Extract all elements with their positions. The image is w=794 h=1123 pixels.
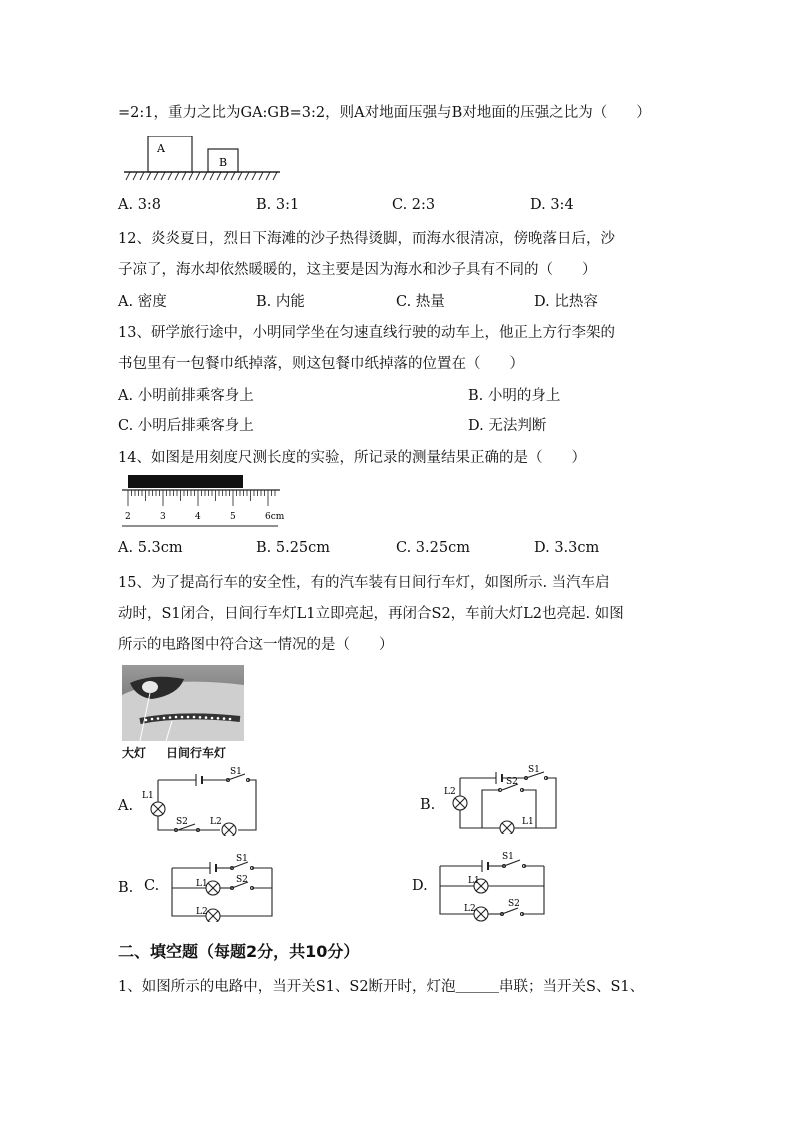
ground-hatching — [126, 172, 277, 180]
ruler-label-3: 3 — [160, 512, 166, 522]
q15-option-d-label[interactable]: D. — [412, 878, 428, 894]
circuit-a[interactable] — [140, 764, 264, 836]
caption-daytime-light: 日间行车灯 — [166, 746, 227, 760]
q15-option-a-label[interactable]: A. — [118, 798, 134, 814]
circuit-d[interactable] — [436, 848, 552, 922]
a-l2: L2 — [210, 817, 222, 827]
car-headlight-photo — [122, 665, 244, 741]
q12-option-d[interactable]: D. 比热容 — [534, 294, 598, 310]
ruler-label-6cm: 6cm — [265, 512, 285, 522]
q12-option-c[interactable]: C. 热量 — [396, 294, 445, 310]
q11-option-c[interactable]: C. 2:3 — [392, 197, 436, 213]
q15-option-c-label[interactable]: C. — [144, 878, 160, 894]
caption-headlight: 大灯 — [122, 746, 147, 760]
b-s2: S2 — [506, 777, 518, 787]
q14-option-b[interactable]: B. 5.25cm — [256, 540, 331, 556]
d-l2: L2 — [464, 904, 476, 914]
ruler-label-5: 5 — [230, 512, 236, 522]
q13-option-c[interactable]: C. 小明后排乘客身上 — [118, 418, 254, 434]
circuit-c[interactable] — [166, 848, 278, 922]
q11-blocks-figure — [124, 136, 284, 184]
ruler-label-4: 4 — [195, 512, 201, 522]
q14-ruler-figure — [120, 474, 290, 530]
q15-line-1: 15、为了提高行车的安全性，有的汽车装有日间行车灯，如图所示. 当汽车启 — [118, 575, 610, 591]
c-l1: L1 — [196, 879, 208, 889]
c-s1: S1 — [236, 854, 248, 864]
c-s2: S2 — [236, 875, 248, 885]
q12-option-b[interactable]: B. 内能 — [256, 294, 305, 310]
a-l1: L1 — [142, 791, 154, 801]
a-s1: S1 — [230, 767, 242, 777]
measured-object — [128, 475, 243, 488]
q15-option-b-label[interactable]: B. — [420, 797, 436, 813]
q11-option-d[interactable]: D. 3:4 — [530, 197, 574, 213]
q15-line-3: 所示的电路图中符合这一情况的是（ ） — [118, 637, 394, 653]
q15-line-2: 动时，S1闭合，日间行车灯L1立即亮起，再闭合S2，车前大灯L2也亮起. 如图 — [118, 606, 624, 622]
q13-line-1: 13、研学旅行途中，小明同学坐在匀速直线行驶的动车上，他正上方行李架的 — [118, 325, 615, 341]
q11-option-b[interactable]: B. 3:1 — [256, 197, 300, 213]
block-a-label: A — [157, 142, 165, 155]
a-s2: S2 — [176, 817, 188, 827]
q14-option-a[interactable]: A. 5.3cm — [118, 540, 183, 556]
q14-option-c[interactable]: C. 3.25cm — [396, 540, 470, 556]
d-l1: L1 — [468, 876, 480, 886]
section2-heading: 二、填空题（每题2分，共10分） — [118, 942, 360, 961]
section2-q1-line-1: 1、如图所示的电路中，当开关S1、S2断开时，灯泡＿＿＿串联；当开关S、S1、 — [118, 979, 645, 995]
b-l2: L2 — [444, 787, 456, 797]
q13-option-a[interactable]: A. 小明前排乘客身上 — [118, 388, 254, 404]
q15-option-b2-label: B. — [118, 880, 134, 896]
circuit-b[interactable] — [440, 762, 564, 834]
d-s2: S2 — [508, 899, 520, 909]
ruler-label-2: 2 — [125, 512, 131, 522]
q12-option-a[interactable]: A. 密度 — [118, 294, 167, 310]
q13-option-d[interactable]: D. 无法判断 — [468, 418, 547, 434]
q12-line-2: 子凉了，海水却依然暖暖的，这主要是因为海水和沙子具有不同的（ ） — [118, 262, 597, 278]
q12-line-1: 12、炎炎夏日，烈日下海滩的沙子热得烫脚，而海水很清凉，傍晚落日后，沙 — [118, 231, 615, 247]
q14-option-d[interactable]: D. 3.3cm — [534, 540, 600, 556]
q11-option-a[interactable]: A. 3:8 — [118, 197, 162, 213]
d-s1: S1 — [502, 852, 514, 862]
c-l2: L2 — [196, 907, 208, 917]
b-s1: S1 — [528, 765, 540, 775]
q13-line-2: 书包里有一包餐巾纸掉落，则这包餐巾纸掉落的位置在（ ） — [118, 356, 524, 372]
q11-stem-tail: =2:1，重力之比为GA:GB=3:2，则A对地面压强与B对地面的压强之比为（ ） — [118, 105, 651, 121]
block-a — [148, 136, 192, 172]
block-b-label: B — [219, 156, 228, 169]
ruler-ticks — [128, 490, 275, 506]
b-l1: L1 — [522, 817, 534, 827]
ruler-labels — [125, 512, 285, 522]
q14-line-1: 14、如图是用刻度尺测长度的实验，所记录的测量结果正确的是（ ） — [118, 450, 586, 466]
q13-option-b[interactable]: B. 小明的身上 — [468, 388, 561, 404]
